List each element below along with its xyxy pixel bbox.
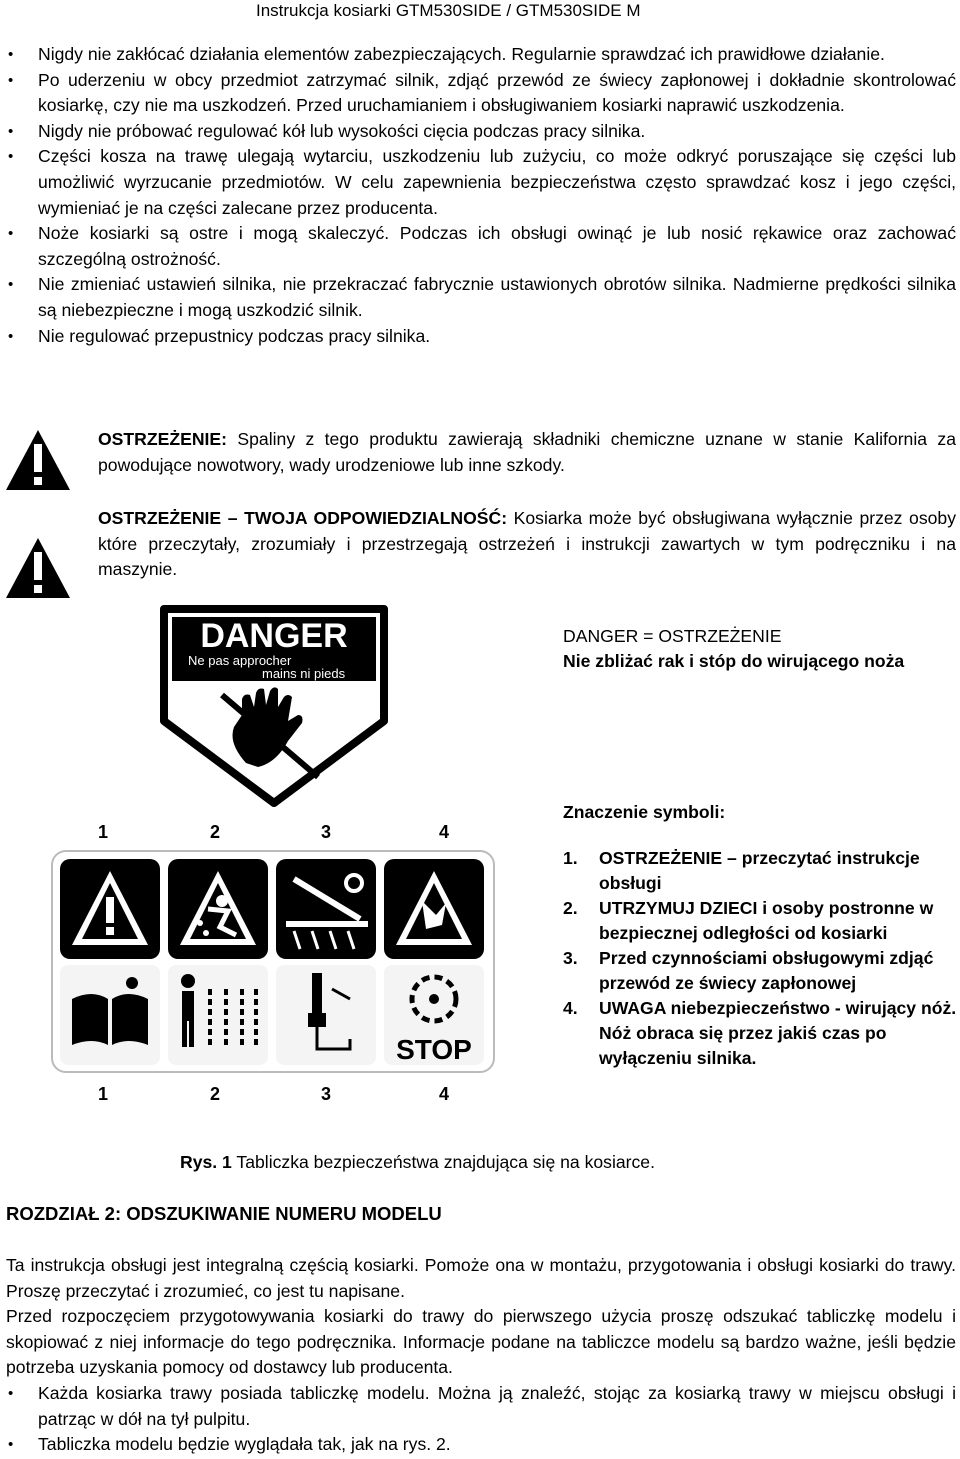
danger-caption-line1: DANGER = OSTRZEŻENIE: [563, 626, 782, 646]
symbol-text: UTRZYMUJ DZIECI i osoby postronne w bezpiecznej odległości od kosiarki: [599, 898, 934, 943]
danger-sign: [158, 603, 390, 807]
warning-triangle-icon: [4, 428, 72, 492]
list-item: [563, 846, 957, 896]
page-header-title: Instrukcja kosiarki GTM530SIDE / GTM530SIDE M: [256, 1, 641, 20]
list-item: • Nie regulować przepustnicy podczas pracy silnika.: [6, 324, 956, 350]
decal-number: 3: [321, 1084, 332, 1104]
section-heading: ROZDZIAŁ 2: ODSZUKIWANIE NUMERU MODELU: [6, 1203, 442, 1224]
list-item: [563, 896, 957, 946]
list-item: • Po uderzeniu w obcy przedmiot zatrzymać silnik, zdjąć przewód ze świecy zapłonowej i dokładnie skontrolować kosiarkę, czy nie ma uszkodzeń. Przed uruchamianiem i obsługiwaniem kosiarki naprawić uszkodzenia.: [6, 68, 956, 119]
symbols-legend: [563, 800, 957, 1071]
symbol-number: 1.: [563, 848, 578, 868]
warning-text: Kosiarka może być obsługiwana wyłącznie przez osoby które przeczytały, zrozumiały i przestrzegają ostrzeżeń i instrukcji zawartych w tym podręczniku i na maszynie.: [98, 508, 957, 580]
decal-number: 4: [439, 1084, 450, 1104]
list-item: • Nigdy nie próbować regulować kół lub wysokości cięcia podczas pracy silnika.: [6, 119, 956, 145]
danger-subtitle-1: Ne pas approcher: [188, 653, 292, 668]
figure-caption-text: Tabliczka bezpieczeństwa znajdująca się na kosiarce.: [231, 1152, 655, 1172]
list-item: • Każda kosiarka trawy posiada tabliczkę modelu. Można ją znaleźć, stojąc za kosiarką trawy w miejscu obsługi i patrząc w dół na tył pulpitu.: [6, 1381, 956, 1432]
warning-label: OSTRZEŻENIE:: [98, 429, 228, 449]
list-item: [563, 996, 957, 1071]
decal-number: 1: [98, 822, 109, 842]
danger-title: DANGER: [200, 617, 348, 655]
warning-label: OSTRZEŻENIE – TWOJA ODPOWIEDZIALNOŚĆ:: [98, 508, 508, 528]
list-item: [563, 946, 957, 996]
list-item: • Części kosza na trawę ulegają wytarciu, uszkodzeniu lub zużyciu, co może odkryć poruszające się części lub umożliwić wyrzucanie przedmiotów. W celu zapewnienia bezpieczeństwa często sprawdzać kosz i jego części, wymieniać je na części zalecane przez producenta.: [6, 144, 956, 221]
figure-label: Rys. 1: [180, 1152, 232, 1172]
list-item: • Nie zmieniać ustawień silnika, nie przekraczać fabrycznie ustawionych obrotów silnika. Nadmierne prędkości silnika są niebezpieczne i mogą uszkodzić silnik.: [6, 272, 956, 323]
section-paragraph: Ta instrukcja obsługi jest integralną częścią kosiarki. Pomoże ona w montażu, przygotowania i obsługi kosiarki do trawy. Proszę przeczytać i zrozumieć, co jest tu napisane.: [6, 1255, 956, 1301]
section-body: [6, 1253, 956, 1458]
danger-caption-line2: Nie zbliżać rak i stóp do wirującego noża: [563, 651, 905, 671]
decal-number: 4: [439, 822, 450, 842]
symbols-heading: Znaczenie symboli:: [563, 802, 726, 822]
danger-subtitle-2: mains ni pieds: [262, 666, 346, 681]
symbol-text: OSTRZEŻENIE – przeczytać instrukcje obsługi: [599, 848, 920, 893]
list-item: • Noże kosiarki są ostre i mogą skaleczyć. Podczas ich obsługi owinąć je lub nosić rękawice oraz zachować szczególną ostrożność.: [6, 221, 956, 272]
section-paragraph: Przed rozpoczęciem przygotowywania kosiarki do trawy do pierwszego użycia proszę odszukać tabliczkę modelu i skopiować z niej informacje do tego podręcznika. Informacje podane na tabliczce modelu są bardzo ważne, jeśli będzie potrzeba uzyskania pomocy od dostawcy lub producenta.: [6, 1306, 956, 1378]
decal-number: 1: [98, 1084, 109, 1104]
decal-number: 3: [321, 822, 332, 842]
symbol-text: Przed czynnościami obsługowymi zdjąć przewód ze świecy zapłonowej: [599, 948, 934, 993]
list-item: • Tabliczka modelu będzie wyglądała tak, jak na rys. 2.: [6, 1432, 956, 1458]
symbol-number: 3.: [563, 948, 578, 968]
decal-number: 2: [210, 822, 221, 842]
warning-triangle-icon: [4, 536, 72, 600]
symbol-number: 2.: [563, 898, 578, 918]
symbol-text: UWAGA niebezpieczeństwo - wirujący nóż. Nóż obraca się przez jakiś czas po wyłączeniu silnika.: [599, 998, 957, 1068]
safety-decal: [50, 849, 496, 1074]
warning-text: Spaliny z tego produktu zawierają składniki chemiczne uznane w stanie Kalifornia za powodujące nowotwory, wady urodzeniowe lub inne szkody.: [98, 429, 956, 475]
symbol-number: 4.: [563, 998, 578, 1018]
list-item: • Nigdy nie zakłócać działania elementów zabezpieczających. Regularnie sprawdzać ich prawidłowe działanie.: [6, 42, 956, 68]
decal-number: 2: [210, 1084, 221, 1104]
figure-caption: [180, 1152, 655, 1173]
stop-label: STOP: [396, 1034, 472, 1065]
safety-bullet-list: [6, 42, 956, 349]
warning-california: [98, 427, 956, 478]
danger-caption: [563, 624, 953, 674]
warning-responsibility: [98, 506, 956, 583]
